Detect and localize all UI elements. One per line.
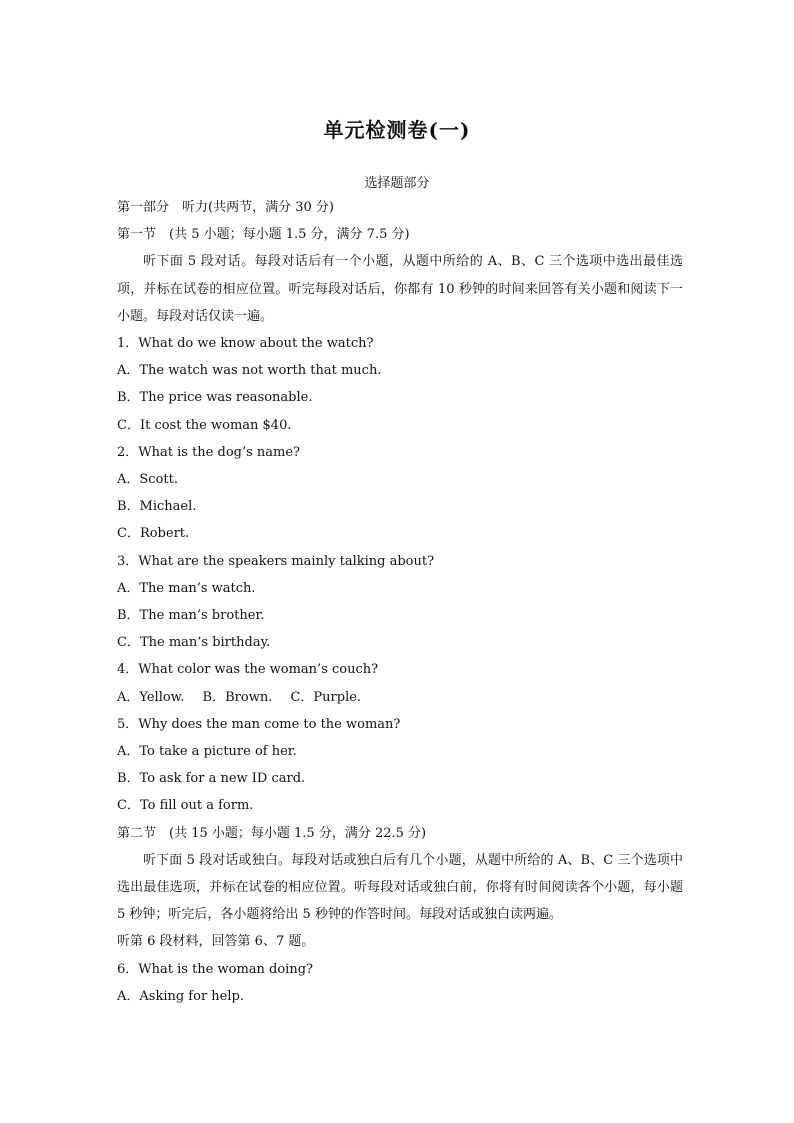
answer-option: C．Purple. [290, 689, 362, 705]
document-title: 单元检测卷(一) [323, 118, 471, 142]
answer-options-inline [117, 684, 683, 711]
answer-option: A．To take a picture of her. [117, 744, 297, 760]
question-stem: 3．What are the speakers mainly talking about? [117, 553, 435, 569]
answer-option: C．The man’s birthday. [117, 635, 271, 651]
answer-option: C．It cost the woman $40. [117, 417, 292, 433]
part1-heading: 第一部分 听力(共两节，满分 30 分) [117, 200, 334, 215]
material6-intro: 听第 6 段材料，回答第 6、7 题。 [117, 934, 315, 950]
answer-option: B．The price was reasonable. [117, 390, 313, 406]
answer-option: B．To ask for a new ID card. [117, 771, 306, 787]
answer-option: C．To fill out a form. [117, 798, 254, 814]
question-stem: 2．What is the dog’s name? [117, 444, 301, 460]
answer-option: A．Yellow. [117, 689, 185, 705]
section2-instructions: 听下面 5 段对话或独白。每段对话或独白后有几个小题，从题中所给的 A、B、C 三个选项中选出最佳选项，并标在试卷的相应位置。听每段对话或独白前，你将有时间阅读各个小题，每小题 5 秒钟；听完后，各小题将给出 5 秒钟的作答时间。每段对话或独白读两遍。 [117, 852, 683, 923]
document-body [117, 194, 683, 1010]
answer-option: A．The watch was not worth that much. [117, 363, 382, 379]
document-subtitle: 选择题部分 [364, 176, 430, 191]
answer-option: A．Scott. [117, 472, 178, 488]
question-stem: 5．Why does the man come to the woman? [117, 716, 401, 732]
answer-option: A．Asking for help. [117, 988, 244, 1004]
question-stem: 6．What is the woman doing? [117, 961, 314, 977]
answer-option: C．Robert. [117, 526, 190, 542]
question-stem: 4．What color was the woman’s couch? [117, 662, 379, 678]
answer-option: A．The man’s watch. [117, 580, 256, 596]
section1-heading: 第一节 (共 5 小题；每小题 1.5 分，满分 7.5 分) [117, 227, 410, 243]
answer-option: B．Brown. [202, 689, 273, 705]
answer-option: B．The man’s brother. [117, 608, 265, 624]
section2-heading: 第二节 (共 15 小题；每小题 1.5 分，满分 22.5 分) [117, 825, 427, 841]
answer-option: B．Michael. [117, 499, 197, 515]
section1-instructions: 听下面 5 段对话。每段对话后有一个小题，从题中所给的 A、B、C 三个选项中选出最佳选项，并标在试卷的相应位置。听完每段对话后，你都有 10 秒钟的时间来回答有关小题和阅读下一小题。每段对话仅读一遍。 [117, 254, 683, 324]
question-stem: 1．What do we know about the watch? [117, 336, 374, 352]
